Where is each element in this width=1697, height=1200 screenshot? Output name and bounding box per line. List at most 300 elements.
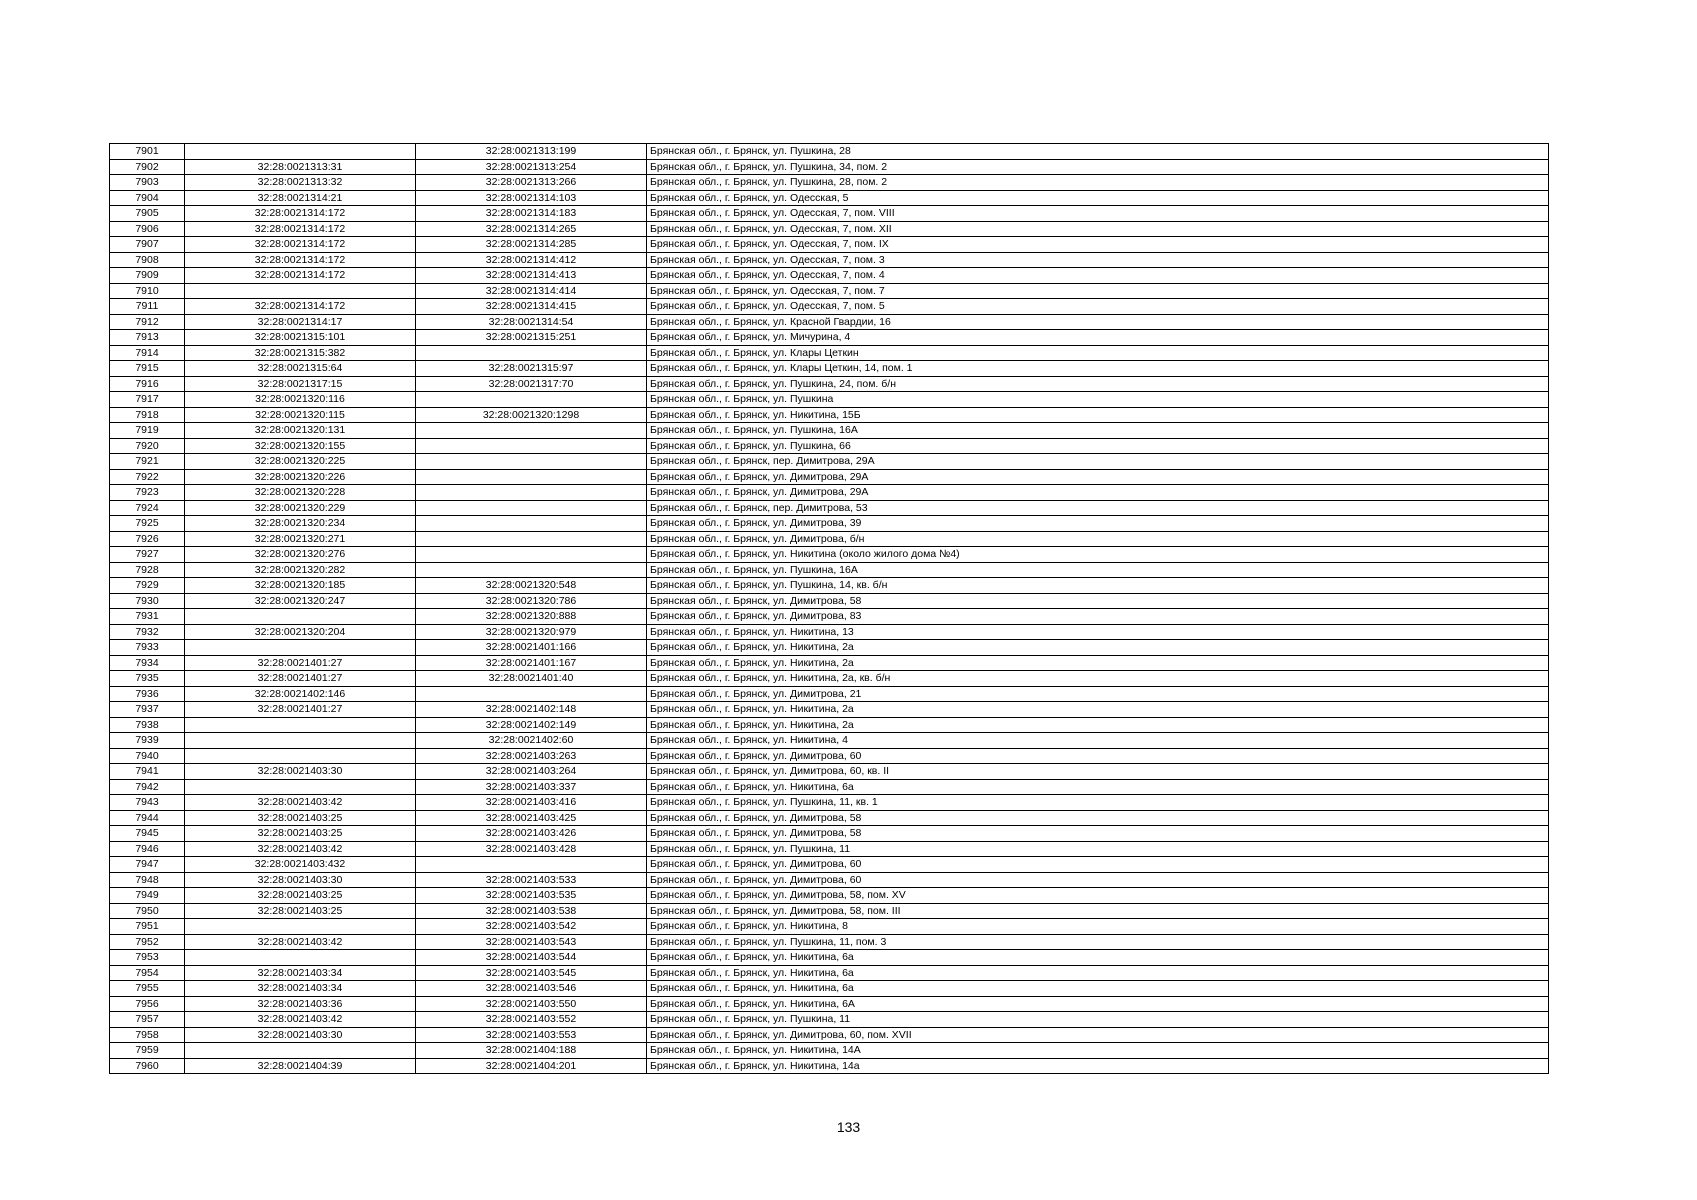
cadastral-number-cell: 32:28:0021402:148 xyxy=(416,702,647,718)
row-number-cell: 7909 xyxy=(110,268,185,284)
cadastral-number-cell: 32:28:0021403:544 xyxy=(416,950,647,966)
cadastral-number-cell xyxy=(416,500,647,516)
parent-cadastral-number-cell: 32:28:0021320:204 xyxy=(185,624,416,640)
table-row xyxy=(110,547,1549,563)
row-number-cell: 7927 xyxy=(110,547,185,563)
parent-cadastral-number-cell: 32:28:0021403:42 xyxy=(185,841,416,857)
address-cell: Брянская обл., г. Брянск, ул. Димитрова, 60 xyxy=(647,748,1549,764)
table-row xyxy=(110,1027,1549,1043)
table-row xyxy=(110,996,1549,1012)
row-number-cell: 7906 xyxy=(110,221,185,237)
address-cell: Брянская обл., г. Брянск, пер. Димитрова, 29А xyxy=(647,454,1549,470)
parent-cadastral-number-cell xyxy=(185,640,416,656)
table-row xyxy=(110,252,1549,268)
table-row xyxy=(110,903,1549,919)
parent-cadastral-number-cell xyxy=(185,733,416,749)
table-row xyxy=(110,888,1549,904)
cadastral-number-cell: 32:28:0021403:426 xyxy=(416,826,647,842)
address-cell: Брянская обл., г. Брянск, ул. Димитрова, 21 xyxy=(647,686,1549,702)
parent-cadastral-number-cell: 32:28:0021403:30 xyxy=(185,1027,416,1043)
parent-cadastral-number-cell: 32:28:0021403:42 xyxy=(185,1012,416,1028)
row-number-cell: 7921 xyxy=(110,454,185,470)
table-row xyxy=(110,345,1549,361)
row-number-cell: 7950 xyxy=(110,903,185,919)
address-cell: Брянская обл., г. Брянск, ул. Димитрова, 58 xyxy=(647,593,1549,609)
row-number-cell: 7946 xyxy=(110,841,185,857)
parent-cadastral-number-cell: 32:28:0021320:225 xyxy=(185,454,416,470)
parent-cadastral-number-cell: 32:28:0021320:234 xyxy=(185,516,416,532)
cadastral-number-cell: 32:28:0021314:54 xyxy=(416,314,647,330)
address-cell: Брянская обл., г. Брянск, ул. Никитина (около жилого дома №4) xyxy=(647,547,1549,563)
address-cell: Брянская обл., г. Брянск, ул. Димитрова, 58 xyxy=(647,810,1549,826)
address-cell: Брянская обл., г. Брянск, ул. Пушкина, 11, кв. 1 xyxy=(647,795,1549,811)
parent-cadastral-number-cell: 32:28:0021315:382 xyxy=(185,345,416,361)
parent-cadastral-number-cell: 32:28:0021314:21 xyxy=(185,190,416,206)
parent-cadastral-number-cell: 32:28:0021320:282 xyxy=(185,562,416,578)
address-cell: Брянская обл., г. Брянск, ул. Пушкина, 11 xyxy=(647,841,1549,857)
parent-cadastral-number-cell: 32:28:0021315:64 xyxy=(185,361,416,377)
parent-cadastral-number-cell: 32:28:0021314:172 xyxy=(185,206,416,222)
cadastral-number-cell: 32:28:0021403:538 xyxy=(416,903,647,919)
cadastral-number-cell: 32:28:0021320:548 xyxy=(416,578,647,594)
address-cell: Брянская обл., г. Брянск, ул. Димитрова, 58, пом. III xyxy=(647,903,1549,919)
row-number-cell: 7920 xyxy=(110,438,185,454)
row-number-cell: 7945 xyxy=(110,826,185,842)
parent-cadastral-number-cell: 32:28:0021320:115 xyxy=(185,407,416,423)
row-number-cell: 7925 xyxy=(110,516,185,532)
table-row xyxy=(110,826,1549,842)
row-number-cell: 7957 xyxy=(110,1012,185,1028)
table-row xyxy=(110,500,1549,516)
cadastral-number-cell xyxy=(416,686,647,702)
row-number-cell: 7933 xyxy=(110,640,185,656)
address-cell: Брянская обл., г. Брянск, ул. Димитрова, 58 xyxy=(647,826,1549,842)
parent-cadastral-number-cell: 32:28:0021320:116 xyxy=(185,392,416,408)
cadastral-number-cell: 32:28:0021314:285 xyxy=(416,237,647,253)
table-row xyxy=(110,299,1549,315)
address-cell: Брянская обл., г. Брянск, ул. Димитрова, 60 xyxy=(647,872,1549,888)
row-number-cell: 7908 xyxy=(110,252,185,268)
cadastral-number-cell xyxy=(416,547,647,563)
cadastral-number-cell xyxy=(416,454,647,470)
address-cell: Брянская обл., г. Брянск, ул. Никитина, 6а xyxy=(647,981,1549,997)
cadastral-number-cell: 32:28:0021320:786 xyxy=(416,593,647,609)
address-cell: Брянская обл., г. Брянск, ул. Никитина, 2а xyxy=(647,702,1549,718)
row-number-cell: 7911 xyxy=(110,299,185,315)
row-number-cell: 7941 xyxy=(110,764,185,780)
table-row xyxy=(110,531,1549,547)
table-row xyxy=(110,407,1549,423)
cadastral-number-cell xyxy=(416,516,647,532)
table-row xyxy=(110,624,1549,640)
row-number-cell: 7948 xyxy=(110,872,185,888)
row-number-cell: 7939 xyxy=(110,733,185,749)
row-number-cell: 7916 xyxy=(110,376,185,392)
address-cell: Брянская обл., г. Брянск, ул. Димитрова, 60 xyxy=(647,857,1549,873)
address-cell: Брянская обл., г. Брянск, ул. Пушкина, 16А xyxy=(647,423,1549,439)
cadastral-number-cell: 32:28:0021403:337 xyxy=(416,779,647,795)
parent-cadastral-number-cell: 32:28:0021313:31 xyxy=(185,159,416,175)
address-cell: Брянская обл., г. Брянск, ул. Одесская, 7, пом. 4 xyxy=(647,268,1549,284)
row-number-cell: 7937 xyxy=(110,702,185,718)
row-number-cell: 7943 xyxy=(110,795,185,811)
row-number-cell: 7915 xyxy=(110,361,185,377)
address-cell: Брянская обл., г. Брянск, ул. Димитрова, 60, пом. XVII xyxy=(647,1027,1549,1043)
table-row xyxy=(110,1058,1549,1074)
cadastral-number-cell: 32:28:0021403:543 xyxy=(416,934,647,950)
cadastral-number-cell: 32:28:0021314:183 xyxy=(416,206,647,222)
cadastral-number-cell: 32:28:0021403:533 xyxy=(416,872,647,888)
address-cell: Брянская обл., г. Брянск, ул. Одесская, 7, пом. 3 xyxy=(647,252,1549,268)
row-number-cell: 7956 xyxy=(110,996,185,1012)
cadastral-number-cell xyxy=(416,345,647,361)
parent-cadastral-number-cell: 32:28:0021320:276 xyxy=(185,547,416,563)
address-cell: Брянская обл., г. Брянск, ул. Пушкина, 24, пом. б/н xyxy=(647,376,1549,392)
row-number-cell: 7918 xyxy=(110,407,185,423)
row-number-cell: 7907 xyxy=(110,237,185,253)
table-row xyxy=(110,237,1549,253)
parent-cadastral-number-cell: 32:28:0021403:25 xyxy=(185,810,416,826)
table-row xyxy=(110,454,1549,470)
address-cell: Брянская обл., г. Брянск, ул. Одесская, 5 xyxy=(647,190,1549,206)
row-number-cell: 7903 xyxy=(110,175,185,191)
parent-cadastral-number-cell: 32:28:0021314:172 xyxy=(185,237,416,253)
table-row xyxy=(110,702,1549,718)
parent-cadastral-number-cell: 32:28:0021320:226 xyxy=(185,469,416,485)
cadastral-number-cell: 32:28:0021313:254 xyxy=(416,159,647,175)
address-cell: Брянская обл., г. Брянск, ул. Никитина, 6а xyxy=(647,779,1549,795)
address-cell: Брянская обл., г. Брянск, ул. Одесская, 7, пом. XII xyxy=(647,221,1549,237)
parent-cadastral-number-cell xyxy=(185,144,416,160)
address-cell: Брянская обл., г. Брянск, ул. Никитина, 15Б xyxy=(647,407,1549,423)
cadastral-number-cell: 32:28:0021404:188 xyxy=(416,1043,647,1059)
address-cell: Брянская обл., г. Брянск, ул. Никитина, 13 xyxy=(647,624,1549,640)
row-number-cell: 7901 xyxy=(110,144,185,160)
row-number-cell: 7940 xyxy=(110,748,185,764)
table-row xyxy=(110,733,1549,749)
row-number-cell: 7912 xyxy=(110,314,185,330)
cadastral-number-cell: 32:28:0021403:428 xyxy=(416,841,647,857)
cadastral-number-cell: 32:28:0021317:70 xyxy=(416,376,647,392)
row-number-cell: 7919 xyxy=(110,423,185,439)
address-cell: Брянская обл., г. Брянск, ул. Пушкина xyxy=(647,392,1549,408)
address-cell: Брянская обл., г. Брянск, ул. Одесская, 7, пом. 5 xyxy=(647,299,1549,315)
table-row xyxy=(110,764,1549,780)
parent-cadastral-number-cell: 32:28:0021314:172 xyxy=(185,221,416,237)
page-number: 133 xyxy=(836,1119,861,1135)
parent-cadastral-number-cell xyxy=(185,919,416,935)
registry-table-body xyxy=(110,144,1549,1074)
table-row xyxy=(110,872,1549,888)
parent-cadastral-number-cell: 32:28:0021401:27 xyxy=(185,671,416,687)
parent-cadastral-number-cell xyxy=(185,950,416,966)
parent-cadastral-number-cell: 32:28:0021320:228 xyxy=(185,485,416,501)
table-row xyxy=(110,919,1549,935)
cadastral-number-cell: 32:28:0021313:266 xyxy=(416,175,647,191)
table-row xyxy=(110,516,1549,532)
address-cell: Брянская обл., г. Брянск, ул. Димитрова, 29А xyxy=(647,469,1549,485)
cadastral-number-cell: 32:28:0021314:265 xyxy=(416,221,647,237)
table-row xyxy=(110,438,1549,454)
table-row xyxy=(110,717,1549,733)
row-number-cell: 7928 xyxy=(110,562,185,578)
table-row xyxy=(110,190,1549,206)
table-row xyxy=(110,175,1549,191)
row-number-cell: 7902 xyxy=(110,159,185,175)
table-row xyxy=(110,748,1549,764)
table-row xyxy=(110,562,1549,578)
cadastral-number-cell: 32:28:0021401:40 xyxy=(416,671,647,687)
address-cell: Брянская обл., г. Брянск, ул. Димитрова, 29А xyxy=(647,485,1549,501)
row-number-cell: 7947 xyxy=(110,857,185,873)
parent-cadastral-number-cell: 32:28:0021403:432 xyxy=(185,857,416,873)
row-number-cell: 7954 xyxy=(110,965,185,981)
parent-cadastral-number-cell xyxy=(185,779,416,795)
cadastral-number-cell: 32:28:0021403:546 xyxy=(416,981,647,997)
cadastral-number-cell xyxy=(416,469,647,485)
row-number-cell: 7930 xyxy=(110,593,185,609)
table-row xyxy=(110,469,1549,485)
address-cell: Брянская обл., г. Брянск, ул. Никитина, 4 xyxy=(647,733,1549,749)
parent-cadastral-number-cell: 32:28:0021313:32 xyxy=(185,175,416,191)
table-row xyxy=(110,965,1549,981)
table-row xyxy=(110,392,1549,408)
table-row xyxy=(110,1012,1549,1028)
row-number-cell: 7934 xyxy=(110,655,185,671)
address-cell: Брянская обл., г. Брянск, ул. Никитина, 8 xyxy=(647,919,1549,935)
table-row xyxy=(110,609,1549,625)
parent-cadastral-number-cell: 32:28:0021403:25 xyxy=(185,903,416,919)
row-number-cell: 7905 xyxy=(110,206,185,222)
table-row xyxy=(110,981,1549,997)
address-cell: Брянская обл., г. Брянск, ул. Никитина, 2а xyxy=(647,717,1549,733)
parent-cadastral-number-cell: 32:28:0021314:17 xyxy=(185,314,416,330)
table-row xyxy=(110,1043,1549,1059)
table-row xyxy=(110,314,1549,330)
table-row xyxy=(110,810,1549,826)
table-row xyxy=(110,795,1549,811)
row-number-cell: 7944 xyxy=(110,810,185,826)
cadastral-number-cell xyxy=(416,423,647,439)
row-number-cell: 7958 xyxy=(110,1027,185,1043)
address-cell: Брянская обл., г. Брянск, ул. Никитина, 6А xyxy=(647,996,1549,1012)
table-row xyxy=(110,640,1549,656)
row-number-cell: 7942 xyxy=(110,779,185,795)
address-cell: Брянская обл., г. Брянск, ул. Никитина, 2а xyxy=(647,655,1549,671)
row-number-cell: 7951 xyxy=(110,919,185,935)
table-row xyxy=(110,330,1549,346)
table-row xyxy=(110,159,1549,175)
cadastral-number-cell: 32:28:0021401:166 xyxy=(416,640,647,656)
parent-cadastral-number-cell: 32:28:0021404:39 xyxy=(185,1058,416,1074)
address-cell: Брянская обл., г. Брянск, ул. Никитина, 14А xyxy=(647,1043,1549,1059)
cadastral-number-cell: 32:28:0021403:552 xyxy=(416,1012,647,1028)
table-row xyxy=(110,268,1549,284)
cadastral-number-cell: 32:28:0021403:416 xyxy=(416,795,647,811)
row-number-cell: 7924 xyxy=(110,500,185,516)
parent-cadastral-number-cell: 32:28:0021403:30 xyxy=(185,872,416,888)
row-number-cell: 7938 xyxy=(110,717,185,733)
address-cell: Брянская обл., г. Брянск, ул. Одесская, 7, пом. IX xyxy=(647,237,1549,253)
cadastral-number-cell: 32:28:0021320:888 xyxy=(416,609,647,625)
table-row xyxy=(110,655,1549,671)
parent-cadastral-number-cell: 32:28:0021403:25 xyxy=(185,888,416,904)
cadastral-number-cell: 32:28:0021403:535 xyxy=(416,888,647,904)
cadastral-number-cell: 32:28:0021320:979 xyxy=(416,624,647,640)
parent-cadastral-number-cell: 32:28:0021314:172 xyxy=(185,252,416,268)
address-cell: Брянская обл., г. Брянск, ул. Пушкина, 11, пом. 3 xyxy=(647,934,1549,950)
row-number-cell: 7932 xyxy=(110,624,185,640)
cadastral-number-cell xyxy=(416,438,647,454)
parent-cadastral-number-cell: 32:28:0021403:34 xyxy=(185,981,416,997)
address-cell: Брянская обл., г. Брянск, ул. Димитрова, 58, пом. XV xyxy=(647,888,1549,904)
table-row xyxy=(110,206,1549,222)
parent-cadastral-number-cell: 32:28:0021320:247 xyxy=(185,593,416,609)
cadastral-number-cell: 32:28:0021403:264 xyxy=(416,764,647,780)
parent-cadastral-number-cell: 32:28:0021320:131 xyxy=(185,423,416,439)
table-row xyxy=(110,485,1549,501)
address-cell: Брянская обл., г. Брянск, ул. Красной Гвардии, 16 xyxy=(647,314,1549,330)
cadastral-number-cell: 32:28:0021404:201 xyxy=(416,1058,647,1074)
table-row xyxy=(110,578,1549,594)
cadastral-number-cell xyxy=(416,531,647,547)
address-cell: Брянская обл., г. Брянск, ул. Димитрова, 60, кв. II xyxy=(647,764,1549,780)
row-number-cell: 7913 xyxy=(110,330,185,346)
parent-cadastral-number-cell xyxy=(185,717,416,733)
address-cell: Брянская обл., г. Брянск, ул. Одесская, 7, пом. VIII xyxy=(647,206,1549,222)
table-row xyxy=(110,376,1549,392)
cadastral-number-cell: 32:28:0021403:425 xyxy=(416,810,647,826)
table-row xyxy=(110,934,1549,950)
row-number-cell: 7935 xyxy=(110,671,185,687)
row-number-cell: 7931 xyxy=(110,609,185,625)
row-number-cell: 7917 xyxy=(110,392,185,408)
address-cell: Брянская обл., г. Брянск, ул. Пушкина, 28, пом. 2 xyxy=(647,175,1549,191)
parent-cadastral-number-cell xyxy=(185,283,416,299)
address-cell: Брянская обл., г. Брянск, ул. Пушкина, 16А xyxy=(647,562,1549,578)
parent-cadastral-number-cell: 32:28:0021403:25 xyxy=(185,826,416,842)
address-cell: Брянская обл., г. Брянск, ул. Пушкина, 14, кв. б/н xyxy=(647,578,1549,594)
parent-cadastral-number-cell: 32:28:0021401:27 xyxy=(185,702,416,718)
table-row xyxy=(110,361,1549,377)
parent-cadastral-number-cell xyxy=(185,748,416,764)
address-cell: Брянская обл., г. Брянск, ул. Клары Цеткин, 14, пом. 1 xyxy=(647,361,1549,377)
table-row xyxy=(110,950,1549,966)
parent-cadastral-number-cell: 32:28:0021320:155 xyxy=(185,438,416,454)
table-row xyxy=(110,779,1549,795)
table-row xyxy=(110,857,1549,873)
cadastral-number-cell: 32:28:0021403:550 xyxy=(416,996,647,1012)
cadastral-number-cell: 32:28:0021314:415 xyxy=(416,299,647,315)
cadastral-number-cell: 32:28:0021315:97 xyxy=(416,361,647,377)
table-row xyxy=(110,671,1549,687)
table-row xyxy=(110,593,1549,609)
address-cell: Брянская обл., г. Брянск, ул. Димитрова, 39 xyxy=(647,516,1549,532)
address-cell: Брянская обл., г. Брянск, ул. Димитрова, б/н xyxy=(647,531,1549,547)
cadastral-number-cell: 32:28:0021402:60 xyxy=(416,733,647,749)
parent-cadastral-number-cell: 32:28:0021403:36 xyxy=(185,996,416,1012)
cadastral-number-cell: 32:28:0021314:413 xyxy=(416,268,647,284)
address-cell: Брянская обл., г. Брянск, ул. Никитина, 2а xyxy=(647,640,1549,656)
parent-cadastral-number-cell xyxy=(185,609,416,625)
row-number-cell: 7922 xyxy=(110,469,185,485)
row-number-cell: 7923 xyxy=(110,485,185,501)
parent-cadastral-number-cell: 32:28:0021317:15 xyxy=(185,376,416,392)
cadastral-number-cell: 32:28:0021314:414 xyxy=(416,283,647,299)
cadastral-number-cell xyxy=(416,485,647,501)
row-number-cell: 7926 xyxy=(110,531,185,547)
cadastral-number-cell: 32:28:0021314:103 xyxy=(416,190,647,206)
row-number-cell: 7936 xyxy=(110,686,185,702)
address-cell: Брянская обл., г. Брянск, пер. Димитрова, 53 xyxy=(647,500,1549,516)
parent-cadastral-number-cell: 32:28:0021403:42 xyxy=(185,934,416,950)
cadastral-number-cell xyxy=(416,392,647,408)
row-number-cell: 7953 xyxy=(110,950,185,966)
row-number-cell: 7949 xyxy=(110,888,185,904)
address-cell: Брянская обл., г. Брянск, ул. Никитина, 6а xyxy=(647,950,1549,966)
table-row xyxy=(110,221,1549,237)
table-row xyxy=(110,686,1549,702)
cadastral-number-cell: 32:28:0021403:545 xyxy=(416,965,647,981)
cadastral-number-cell: 32:28:0021403:263 xyxy=(416,748,647,764)
parent-cadastral-number-cell: 32:28:0021314:172 xyxy=(185,268,416,284)
parent-cadastral-number-cell: 32:28:0021314:172 xyxy=(185,299,416,315)
cadastral-number-cell: 32:28:0021315:251 xyxy=(416,330,647,346)
row-number-cell: 7960 xyxy=(110,1058,185,1074)
table-row xyxy=(110,423,1549,439)
row-number-cell: 7914 xyxy=(110,345,185,361)
row-number-cell: 7955 xyxy=(110,981,185,997)
cadastral-number-cell: 32:28:0021313:199 xyxy=(416,144,647,160)
row-number-cell: 7952 xyxy=(110,934,185,950)
parent-cadastral-number-cell: 32:28:0021403:42 xyxy=(185,795,416,811)
row-number-cell: 7904 xyxy=(110,190,185,206)
cadastral-number-cell: 32:28:0021403:542 xyxy=(416,919,647,935)
table-row xyxy=(110,144,1549,160)
address-cell: Брянская обл., г. Брянск, ул. Мичурина, 4 xyxy=(647,330,1549,346)
parent-cadastral-number-cell: 32:28:0021402:146 xyxy=(185,686,416,702)
cadastral-number-cell: 32:28:0021314:412 xyxy=(416,252,647,268)
row-number-cell: 7910 xyxy=(110,283,185,299)
table-row xyxy=(110,841,1549,857)
row-number-cell: 7929 xyxy=(110,578,185,594)
cadastral-number-cell: 32:28:0021320:1298 xyxy=(416,407,647,423)
address-cell: Брянская обл., г. Брянск, ул. Пушкина, 66 xyxy=(647,438,1549,454)
cadastral-number-cell: 32:28:0021402:149 xyxy=(416,717,647,733)
row-number-cell: 7959 xyxy=(110,1043,185,1059)
parent-cadastral-number-cell: 32:28:0021320:229 xyxy=(185,500,416,516)
address-cell: Брянская обл., г. Брянск, ул. Клары Цеткин xyxy=(647,345,1549,361)
cadastral-number-cell xyxy=(416,857,647,873)
address-cell: Брянская обл., г. Брянск, ул. Пушкина, 28 xyxy=(647,144,1549,160)
cadastral-number-cell: 32:28:0021401:167 xyxy=(416,655,647,671)
cadastral-number-cell xyxy=(416,562,647,578)
parent-cadastral-number-cell: 32:28:0021320:271 xyxy=(185,531,416,547)
address-cell: Брянская обл., г. Брянск, ул. Никитина, 6а xyxy=(647,965,1549,981)
table-row xyxy=(110,283,1549,299)
registry-table xyxy=(109,143,1549,1074)
address-cell: Брянская обл., г. Брянск, ул. Пушкина, 34, пом. 2 xyxy=(647,159,1549,175)
address-cell: Брянская обл., г. Брянск, ул. Пушкина, 11 xyxy=(647,1012,1549,1028)
parent-cadastral-number-cell xyxy=(185,1043,416,1059)
parent-cadastral-number-cell: 32:28:0021315:101 xyxy=(185,330,416,346)
parent-cadastral-number-cell: 32:28:0021403:34 xyxy=(185,965,416,981)
parent-cadastral-number-cell: 32:28:0021403:30 xyxy=(185,764,416,780)
parent-cadastral-number-cell: 32:28:0021320:185 xyxy=(185,578,416,594)
cadastral-number-cell: 32:28:0021403:553 xyxy=(416,1027,647,1043)
address-cell: Брянская обл., г. Брянск, ул. Никитина, 2а, кв. б/н xyxy=(647,671,1549,687)
address-cell: Брянская обл., г. Брянск, ул. Одесская, 7, пом. 7 xyxy=(647,283,1549,299)
